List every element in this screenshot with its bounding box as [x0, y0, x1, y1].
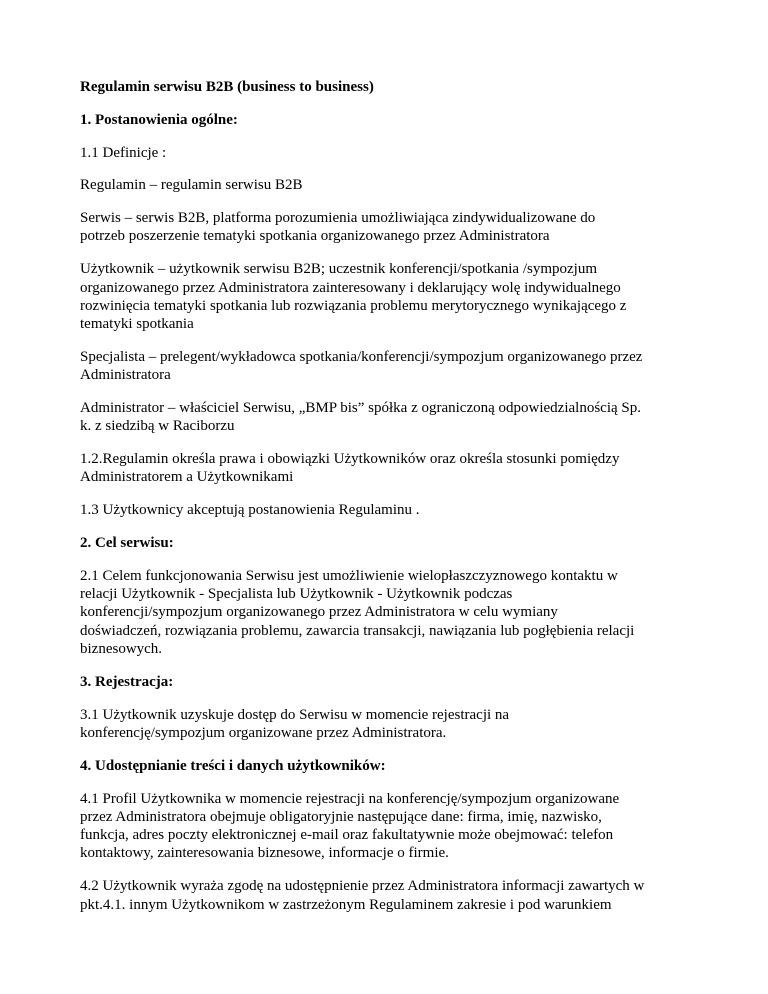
- definition-administrator: Administrator – właściciel Serwisu, „BMP bis” spółka z ograniczoną odpowiedzialnością Sp. k. z siedzibą w Raciborzu: [80, 400, 641, 435]
- paragraph-4-2: 4.2 Użytkownik wyraża zgodę na udostępnienie przez Administratora informacji zawartych w pkt.4.1. innym Użytkownikom w zastrzeżonym Regulaminem zakresie i pod warunkiem: [80, 878, 645, 913]
- paragraph-4-1: 4.1 Profil Użytkownika w momencie rejestracji na konferencję/sympozjum organizowane przez Administratora obejmuje obligatoryjnie następujące dane: firma, imię, nazwisko, funkcja, adres poczty elektronicznej e-mail oraz fakultatywnie może obejmować: telefon kontaktowy, zainteresowania biznesowe, informacje o firmie.: [80, 790, 620, 862]
- section-1-heading: 1. Postanowienia ogólne:: [80, 111, 238, 128]
- section-3-heading: 3. Rejestracja:: [80, 673, 174, 690]
- paragraph-3-1: 3.1 Użytkownik uzyskuje dostęp do Serwisu w momencie rejestracji na konferencję/sympozjum organizowane przez Administratora.: [80, 706, 510, 741]
- document-page: [80, 78, 700, 928]
- definition-serwis: Serwis – serwis B2B, platforma porozumienia umożliwiająca zindywidualizowane do potrzeb poszerzenie tematyki spotkania organizowanego przez Administratora: [80, 210, 596, 245]
- definition-specjalista: Specjalista – prelegent/wykładowca spotkania/konferencji/sympozjum organizowanego przez Administratora: [80, 348, 643, 384]
- section-2-heading: 2. Cel serwisu:: [80, 535, 174, 552]
- document-title: Regulamin serwisu B2B (business to business): [80, 79, 374, 95]
- paragraph-1-3: 1.3 Użytkownicy akceptują postanowienia Regulaminu .: [80, 502, 420, 519]
- definition-regulamin: Regulamin – regulamin serwisu B2B: [80, 177, 303, 194]
- paragraph-2-1: 2.1 Celem funkcjonowania Serwisu jest umożliwienie wielopłaszczyznowego kontaktu w relacji Użytkownik - Specjalista lub Użytkownik - Użytkownik podczas konferencji/sympozjum organizowanego przez Administratora w celu wymiany doświadczeń, rozwiązania problemu, zawarcia transakcji, nawiązania lub pogłębienia relacji biznesowych.: [80, 567, 635, 658]
- section-4-heading: 4. Udostępnianie treści i danych użytkowników:: [80, 757, 386, 774]
- definition-uzytkownik: Użytkownik – użytkownik serwisu B2B; uczestnik konferencji/spotkania /sympozjum organizowanego przez Administratora zainteresowany i deklarujący wolę indywidualnego rozwinięcia tematyki spotkania lub rozwiązania problemu merytorycznego wynikającego z tematyki spotkania: [80, 261, 627, 333]
- paragraph-1-2: 1.2.Regulamin określa prawa i obowiązki Użytkowników oraz określa stosunki pomiędzy Administratorem a Użytkownikami: [80, 451, 620, 486]
- paragraph-1-1: 1.1 Definicje :: [80, 144, 167, 161]
